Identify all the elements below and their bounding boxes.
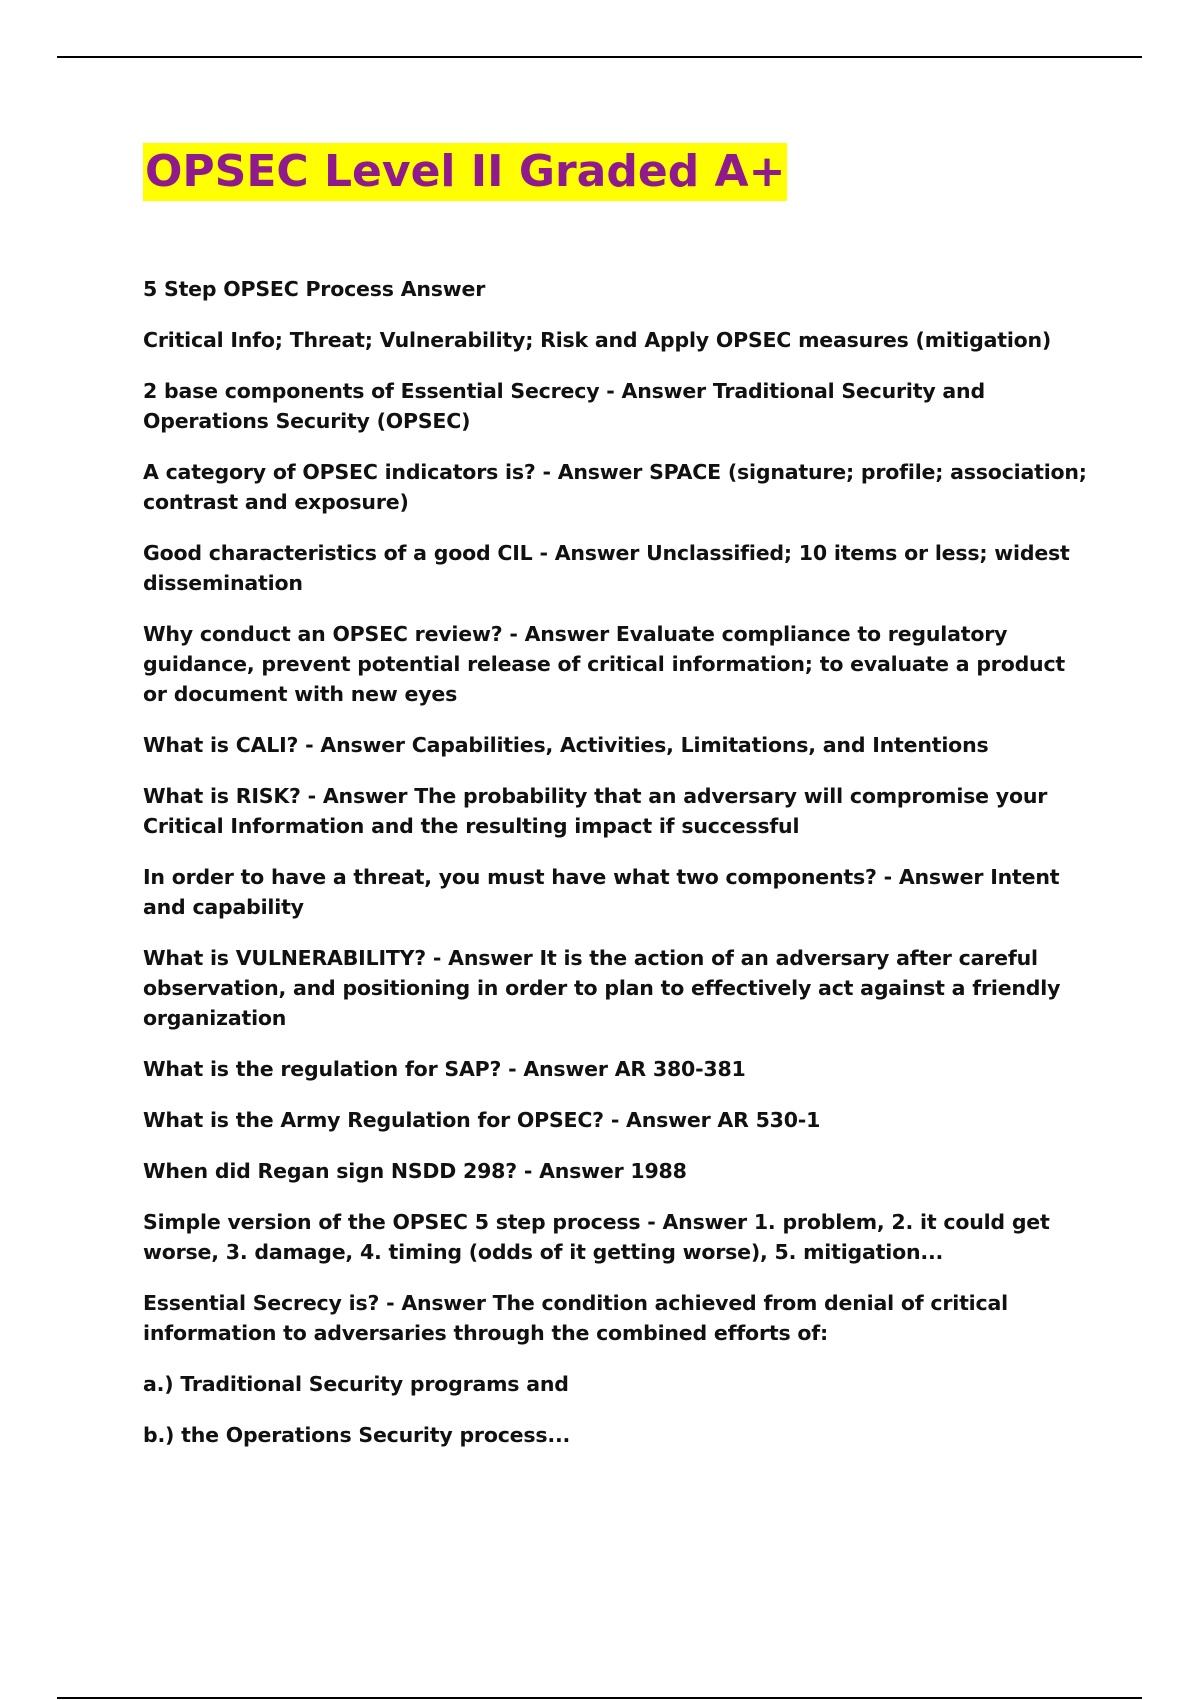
title-block [143,143,787,201]
paragraph: What is the regulation for SAP? - Answer AR 380-381 [143,1057,746,1081]
paragraph: b.) the Operations Security process... [143,1423,571,1447]
paragraph: In order to have a threat, you must have what two components? - Answer Intent and capability [143,865,1060,919]
top-rule [57,56,1142,58]
bottom-rule [57,1697,1142,1699]
paragraph: What is VULNERABILITY? - Answer It is the action of an adversary after careful observation, and positioning in order to plan to effectively act against a friendly organization [143,946,1061,1030]
paragraph: What is RISK? - Answer The probability that an adversary will compromise your Critical Information and the resulting impact if successful [143,784,1048,838]
paragraph: What is CALI? - Answer Capabilities, Activities, Limitations, and Intentions [143,733,989,757]
paragraph: Good characteristics of a good CIL - Answer Unclassified; 10 items or less; widest dissemination [143,541,1070,595]
paragraph: Simple version of the OPSEC 5 step process - Answer 1. problem, 2. it could get worse, 3. damage, 4. timing (odds of it getting worse), 5. mitigation... [143,1210,1050,1264]
paragraph: a.) Traditional Security programs and [143,1372,569,1396]
document-body [143,274,1093,1471]
paragraph: Why conduct an OPSEC review? - Answer Evaluate compliance to regulatory guidance, prevent potential release of critical information; to evaluate a product or document with new eyes [143,622,1066,706]
paragraph: Critical Info; Threat; Vulnerability; Risk and Apply OPSEC measures (mitigation) [143,328,1052,352]
paragraph: A category of OPSEC indicators is? - Answer SPACE (signature; profile; association; contrast and exposure) [143,460,1087,514]
paragraph: 5 Step OPSEC Process Answer [143,277,486,301]
paragraph: What is the Army Regulation for OPSEC? - Answer AR 530-1 [143,1108,821,1132]
paragraph: 2 base components of Essential Secrecy - Answer Traditional Security and Operations Security (OPSEC) [143,379,985,433]
paragraph: When did Regan sign NSDD 298? - Answer 1988 [143,1159,687,1183]
document-title: OPSEC Level II Graded A+ [143,143,787,201]
paragraph: Essential Secrecy is? - Answer The condition achieved from denial of critical information to adversaries through the combined efforts of: [143,1291,1008,1345]
